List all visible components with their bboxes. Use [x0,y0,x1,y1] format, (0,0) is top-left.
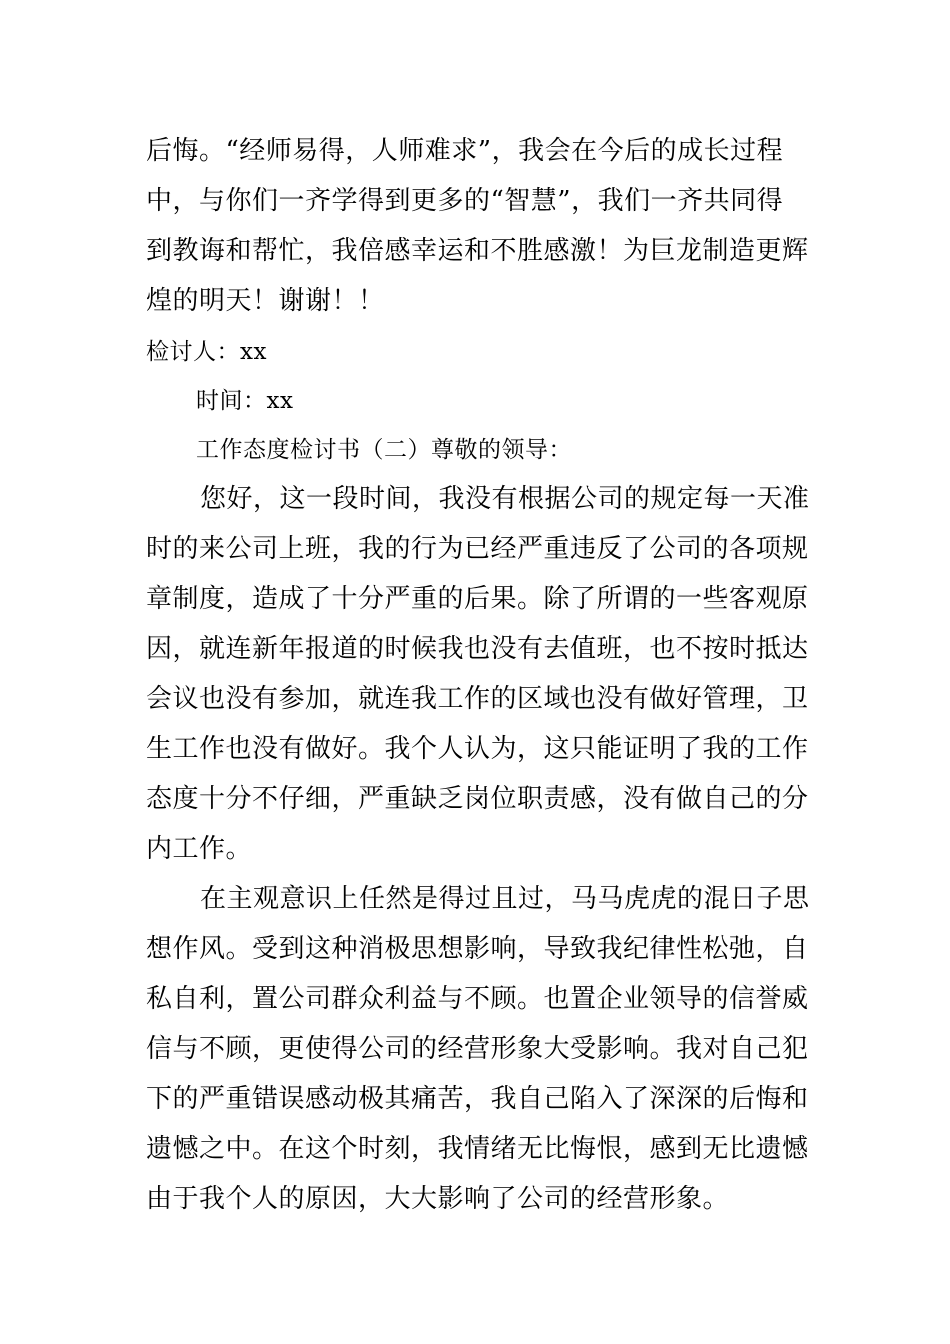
text-line: 因，就连新年报道的时候我也没有去值班，也不按时抵达 [146,634,809,664]
text-line: 到教诲和帮忙，我倍感幸运和不胜感激！为巨龙制造更辉 [146,236,809,266]
text-line: 在主观意识上任然是得过且过，马马虎虎的混日子思 [200,884,810,914]
text-line: 章制度，造成了十分严重的后果。除了所谓的一些客观原 [146,584,809,614]
text-line: 态度十分不仔细，严重缺乏岗位职责感，没有做自己的分 [146,784,809,814]
text-line: 中，与你们一齐学得到更多的“智慧”，我们一齐共同得 [146,186,784,216]
text-line: 您好，这一段时间，我没有根据公司的规定每一天准 [200,484,810,514]
text-line: 信与不顾，更使得公司的经营形象大受影响。我对自己犯 [146,1034,809,1064]
section-heading: 工作态度检讨书（二）尊敬的领导： [196,437,572,463]
text-line: 生工作也没有做好。我个人认为，这只能证明了我的工作 [146,734,809,764]
reviewer-line: 检讨人：xx [146,339,267,365]
text-line: 遗憾之中。在这个时刻，我情绪无比悔恨，感到无比遗憾 [146,1134,809,1164]
text-line: 后悔。“经师易得，人师难求”，我会在今后的成长过程 [146,136,784,166]
text-line: 煌的明天！谢谢！！ [146,286,385,316]
text-line: 会议也没有参加，就连我工作的区域也没有做好管理，卫 [146,684,809,714]
text-line: 想作风。受到这种消极思想影响，导致我纪律性松弛，自 [146,934,809,964]
text-line: 私自利，置公司群众利益与不顾。也置企业领导的信誉威 [146,984,809,1014]
text-line: 由于我个人的原因，大大影响了公司的经营形象。 [146,1184,730,1214]
text-line: 内工作。 [146,834,253,864]
date-line: 时间：xx [196,388,294,414]
text-line: 下的严重错误感动极其痛苦，我自己陷入了深深的后悔和 [146,1084,809,1114]
text-line: 时的来公司上班，我的行为已经严重违反了公司的各项规 [146,534,809,564]
